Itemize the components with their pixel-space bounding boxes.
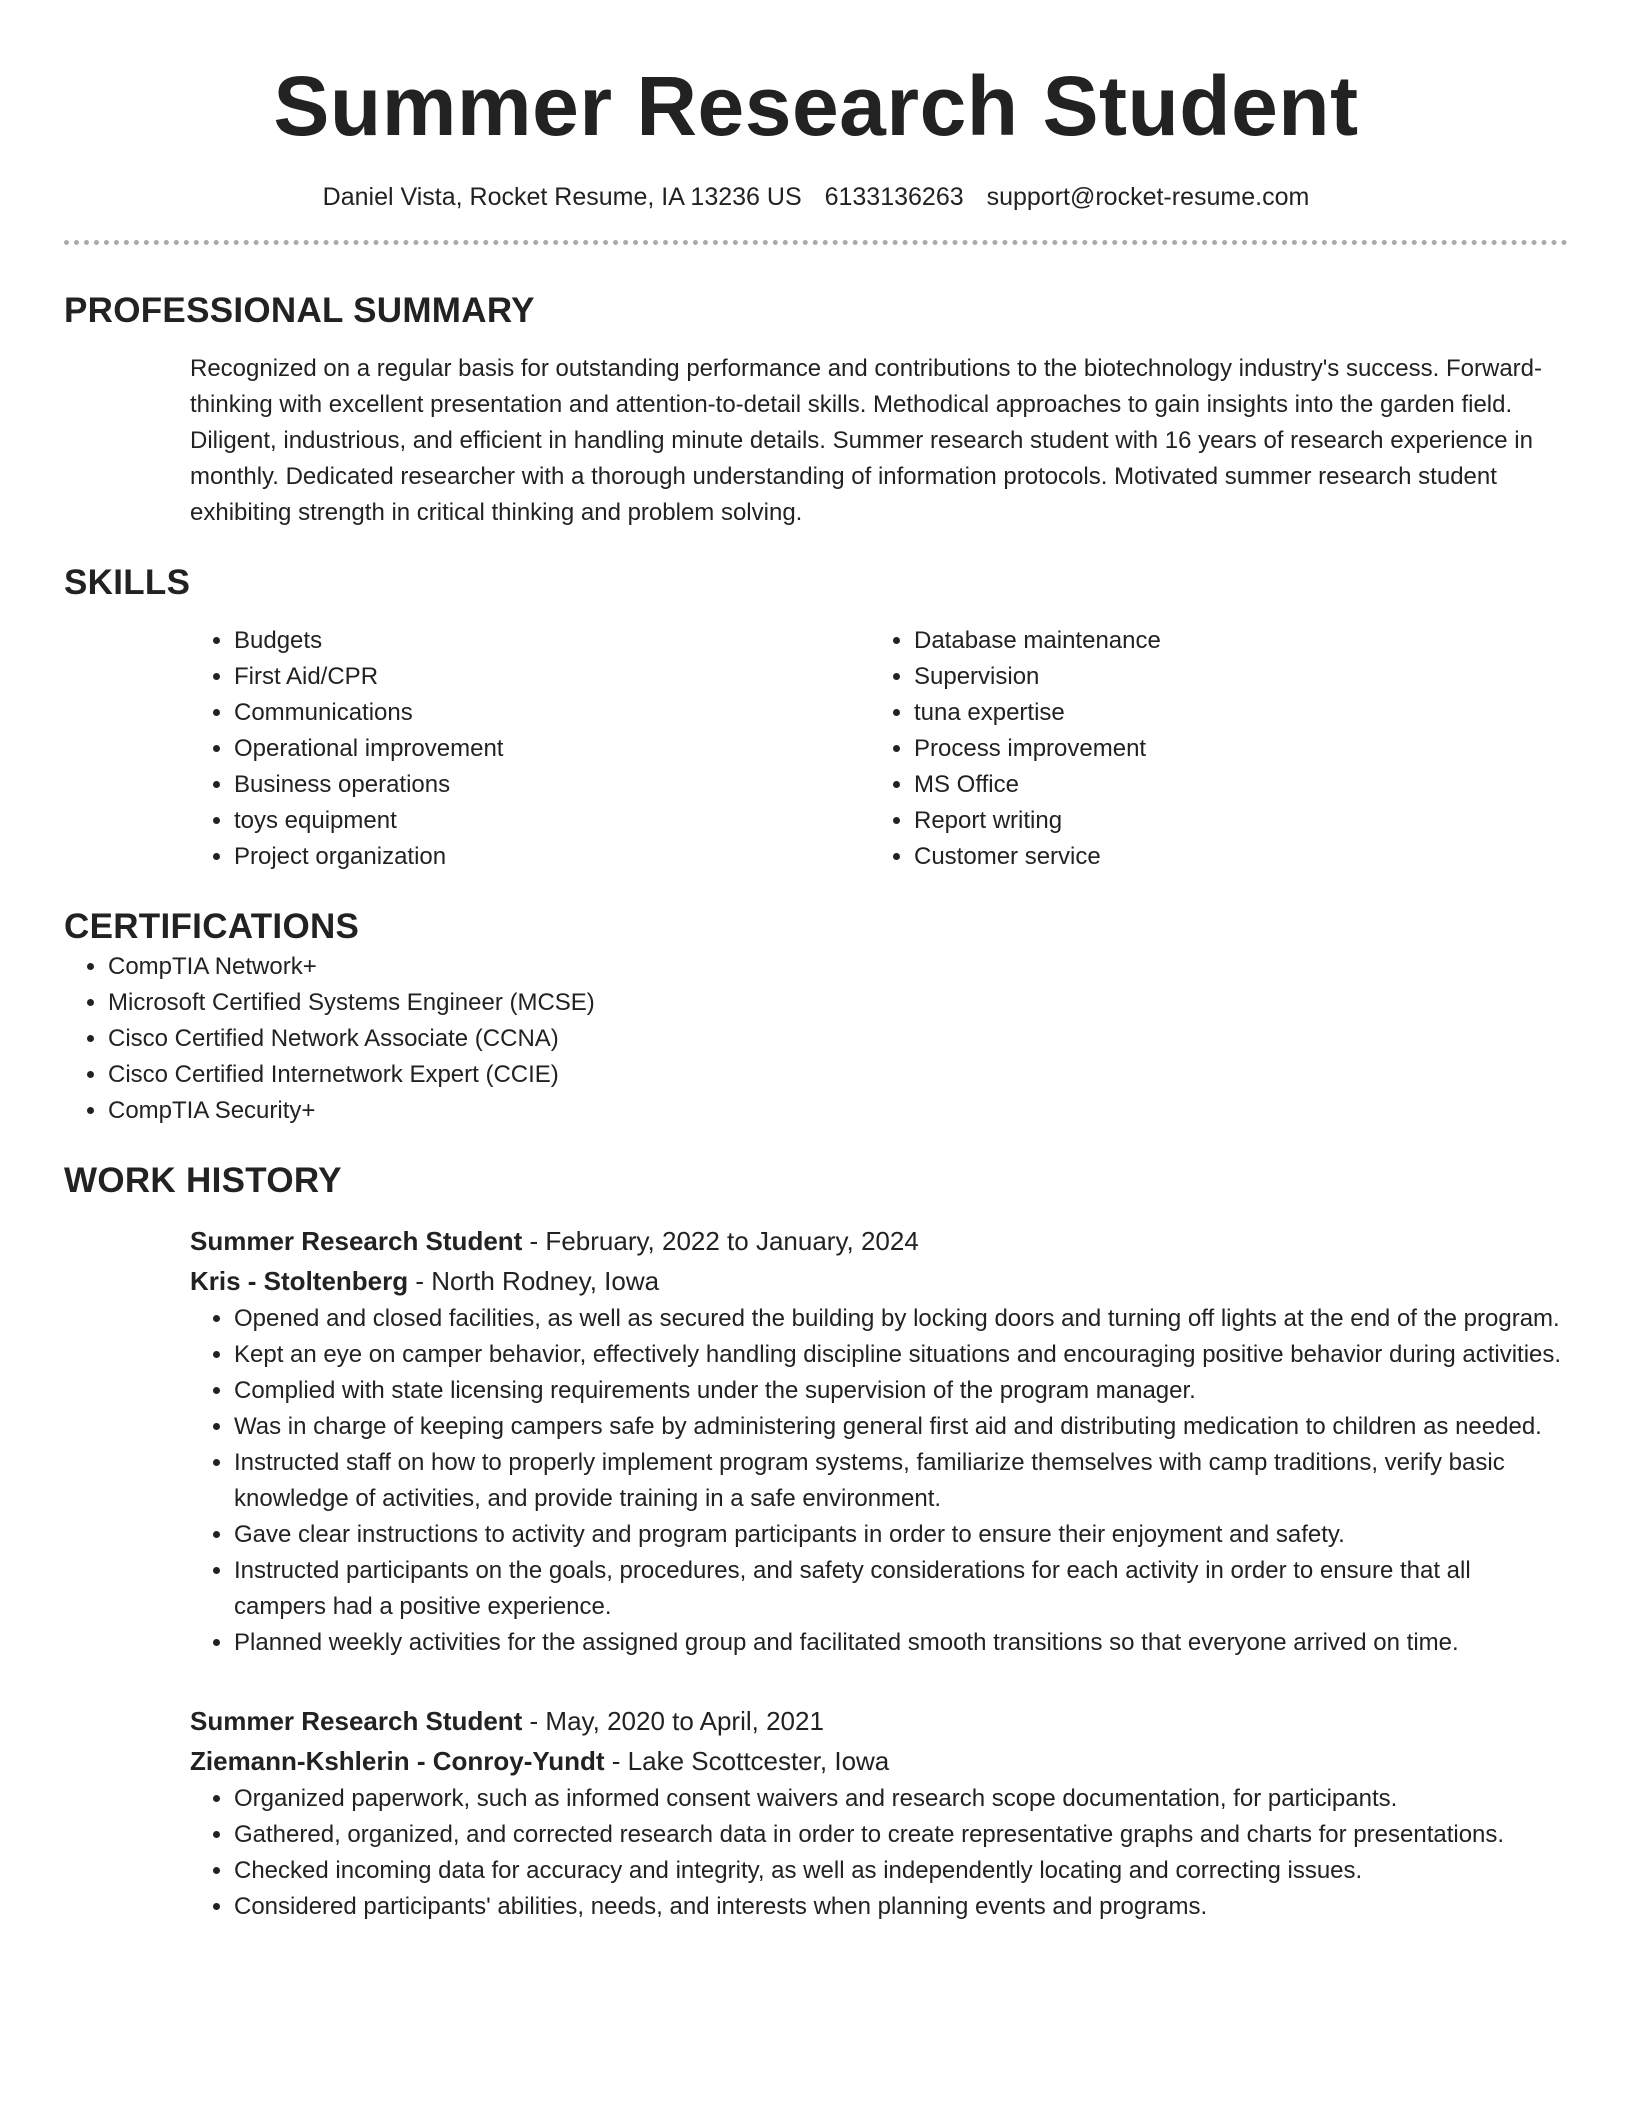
certification-item: • Cisco Certified Internetwork Expert (CCIE) bbox=[108, 1057, 1568, 1093]
summary-text: Recognized on a regular basis for outstanding performance and contributions to the biotechnology industry's success. Forward-thinking with excellent presentation and attention-to-detail skills. Methodical approaches to gain insights into the garden field. Diligent, industrious, and efficient in handling minute details. Summer research student with 16 years of research experience in monthly. Dedicated researcher with a thorough understanding of information protocols. Motivated summer research student exhibiting strength in critical thinking and problem solving. bbox=[190, 355, 1542, 526]
job-dates: - May, 2020 to April, 2021 bbox=[522, 1706, 824, 1736]
skill-item: • MS Office bbox=[914, 767, 1568, 803]
skill-item: • Database maintenance bbox=[914, 623, 1568, 659]
job-title-line bbox=[190, 1701, 1568, 1741]
contact-email: support@rocket-resume.com bbox=[986, 183, 1310, 211]
section-title-work-history: WORK HISTORY bbox=[64, 1161, 342, 1200]
job-entry bbox=[190, 1701, 1568, 1925]
section-title-certifications: CERTIFICATIONS bbox=[64, 907, 360, 946]
job-bullet: • Kept an eye on camper behavior, effectively handling discipline situations and encouraging positive behavior during activities. bbox=[234, 1337, 1568, 1373]
skill-item: • Process improvement bbox=[914, 731, 1568, 767]
job-bullet: • Gave clear instructions to activity and program participants in order to ensure their enjoyment and safety. bbox=[234, 1517, 1568, 1553]
job-company-line bbox=[190, 1741, 1568, 1781]
job-role: Summer Research Student bbox=[190, 1226, 523, 1256]
job-location: - Lake Scottcester, Iowa bbox=[604, 1746, 890, 1776]
skill-item: • Budgets bbox=[234, 623, 870, 659]
skill-item: • Project organization bbox=[234, 839, 870, 875]
job-role: Summer Research Student bbox=[190, 1706, 523, 1736]
header-divider bbox=[64, 240, 1568, 245]
skill-item: • Communications bbox=[234, 695, 870, 731]
section-title-summary: PROFESSIONAL SUMMARY bbox=[64, 291, 535, 330]
contact-phone: 6133136263 bbox=[824, 183, 964, 211]
job-bullet: • Planned weekly activities for the assigned group and facilitated smooth transitions so that everyone arrived on time. bbox=[234, 1625, 1568, 1661]
skill-item: • First Aid/CPR bbox=[234, 659, 870, 695]
skill-item: • tuna expertise bbox=[914, 695, 1568, 731]
job-bullet: • Complied with state licensing requirements under the supervision of the program manager. bbox=[234, 1373, 1568, 1409]
job-bullet: • Opened and closed facilities, as well as secured the building by locking doors and turning off lights at the end of the program. bbox=[234, 1301, 1568, 1337]
job-bullet: • Checked incoming data for accuracy and integrity, as well as independently locating and correcting issues. bbox=[234, 1853, 1568, 1889]
job-responsibilities bbox=[190, 1781, 1568, 1925]
certification-item: • CompTIA Network+ bbox=[108, 949, 1568, 985]
job-title-line bbox=[190, 1221, 1568, 1261]
job-bullet: • Gathered, organized, and corrected research data in order to create representative graphs and charts for presentations. bbox=[234, 1817, 1568, 1853]
skills-column-right bbox=[870, 623, 1568, 875]
contact-line bbox=[64, 180, 1568, 214]
job-bullet: • Was in charge of keeping campers safe by administering general first aid and distributing medication to children as needed. bbox=[234, 1409, 1568, 1445]
certification-item: • CompTIA Security+ bbox=[108, 1093, 1568, 1129]
certification-item: • Cisco Certified Network Associate (CCNA) bbox=[108, 1021, 1568, 1057]
certification-item: • Microsoft Certified Systems Engineer (MCSE) bbox=[108, 985, 1568, 1021]
job-dates: - February, 2022 to January, 2024 bbox=[522, 1226, 919, 1256]
job-entry bbox=[190, 1221, 1568, 1661]
job-location: - North Rodney, Iowa bbox=[408, 1266, 660, 1296]
certifications-list bbox=[64, 949, 1568, 1129]
job-bullet: • Considered participants' abilities, needs, and interests when planning events and programs. bbox=[234, 1889, 1568, 1925]
skill-item: • Business operations bbox=[234, 767, 870, 803]
job-bullet: • Instructed staff on how to properly implement program systems, familiarize themselves with camp traditions, verify basic knowledge of activities, and provide training in a safe environment. bbox=[234, 1445, 1568, 1517]
job-bullet: • Organized paperwork, such as informed consent waivers and research scope documentation, for participants. bbox=[234, 1781, 1568, 1817]
skills-list bbox=[190, 623, 1568, 875]
section-title-skills: SKILLS bbox=[64, 563, 191, 602]
skill-item: • Operational improvement bbox=[234, 731, 870, 767]
job-company-line bbox=[190, 1261, 1568, 1301]
skill-item: • Report writing bbox=[914, 803, 1568, 839]
resume-name: Summer Research Student bbox=[273, 59, 1359, 153]
skill-item: • toys equipment bbox=[234, 803, 870, 839]
skill-item: • Supervision bbox=[914, 659, 1568, 695]
job-bullet: • Instructed participants on the goals, procedures, and safety considerations for each activity in order to ensure that all campers had a positive experience. bbox=[234, 1553, 1568, 1625]
job-company: Kris - Stoltenberg bbox=[190, 1266, 409, 1296]
job-company: Ziemann-Kshlerin - Conroy-Yundt bbox=[190, 1746, 605, 1776]
contact-address: Daniel Vista, Rocket Resume, IA 13236 US bbox=[322, 183, 802, 211]
skill-item: • Customer service bbox=[914, 839, 1568, 875]
job-responsibilities bbox=[190, 1301, 1568, 1661]
skills-column-left bbox=[190, 623, 870, 875]
